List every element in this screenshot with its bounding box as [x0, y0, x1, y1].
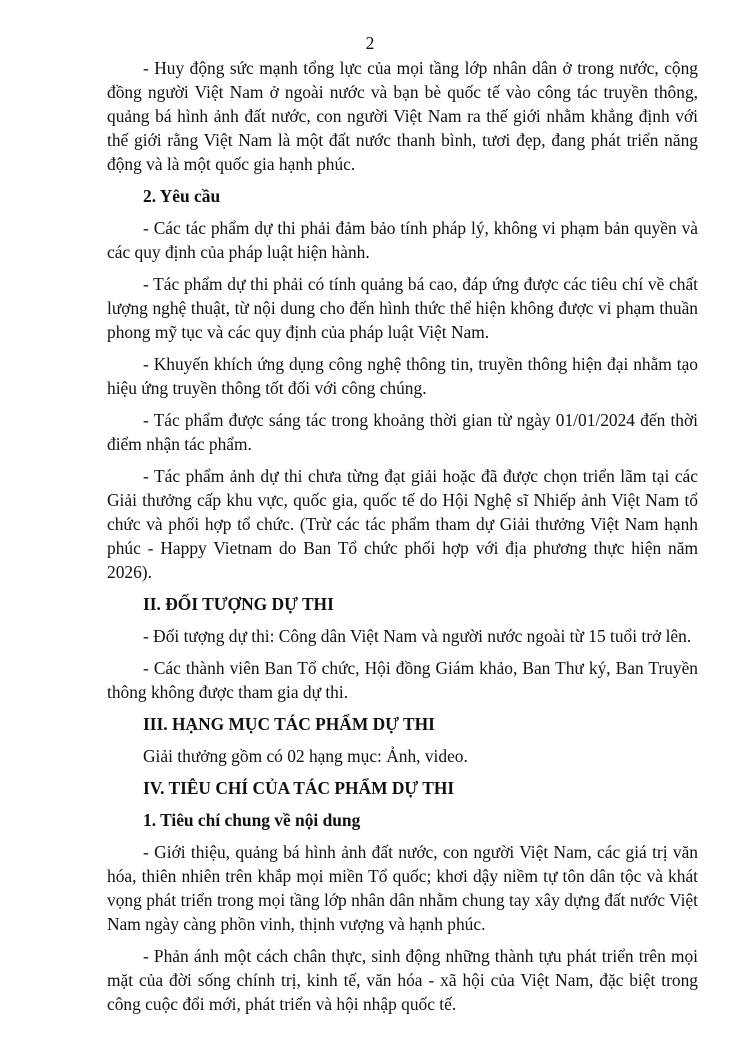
document-body [107, 56, 698, 1024]
paragraph-introduce: - Giới thiệu, quảng bá hình ảnh đất nước, con người Việt Nam, các giá trị văn hóa, thiên nhiên trên khắp mọi miền Tổ quốc; khơi dậy niềm tự tôn dân tộc và khát vọng phát triển trong mọi tầng lớp nhân dân nhằm chung tay xây dựng đất nước Việt Nam ngày càng phồn vinh, thịnh vượng và hạnh phúc. [107, 842, 698, 934]
heading-requirements: 2. Yêu cầu [143, 186, 221, 206]
paragraph-categories: Giải thưởng gồm có 02 hạng mục: Ảnh, video. [143, 746, 468, 766]
heading-categories: III. HẠNG MỤC TÁC PHẨM DỰ THI [143, 714, 435, 734]
paragraph-excluded: - Các thành viên Ban Tổ chức, Hội đồng Giám khảo, Ban Thư ký, Ban Truyền thông không được tham gia dự thi. [107, 658, 698, 702]
paragraph-participants: - Đối tượng dự thi: Công dân Việt Nam và người nước ngoài từ 15 tuổi trở lên. [143, 626, 692, 646]
paragraph-eligibility-photos: - Tác phẩm ảnh dự thi chưa từng đạt giải hoặc đã được chọn triển lãm tại các Giải thưởng cấp khu vực, quốc gia, quốc tế do Hội Nghệ sĩ Nhiếp ảnh Việt Nam tổ chức và phối hợp tổ chức. (Trừ các tác phẩm tham dự Giải thưởng Việt Nam hạnh phúc - Happy Vietnam do Ban Tổ chức phối hợp với địa phương thực hiện năm 2026). [107, 466, 698, 582]
paragraph-mobilize: - Huy động sức mạnh tổng lực của mọi tầng lớp nhân dân ở trong nước, cộng đồng người Việt Nam ở ngoài nước và bạn bè quốc tế vào công tác truyền thông, quảng bá hình ảnh đất nước, con người Việt Nam ra thế giới nhằm khẳng định với thế giới rằng Việt Nam là một đất nước thanh bình, tươi đẹp, đang phát triển năng động và là một quốc gia hạnh phúc. [107, 58, 698, 174]
paragraph-legal: - Các tác phẩm dự thi phải đảm bảo tính pháp lý, không vi phạm bản quyền và các quy định của pháp luật hiện hành. [107, 218, 698, 262]
heading-criteria: IV. TIÊU CHÍ CỦA TÁC PHẨM DỰ THI [143, 778, 455, 798]
page-number: 2 [365, 33, 375, 53]
paragraph-technology: - Khuyến khích ứng dụng công nghệ thông tin, truyền thông hiện đại nhằm tạo hiệu ứng truyền thông tốt đối với công chúng. [107, 354, 698, 398]
heading-general-criteria: 1. Tiêu chí chung về nội dung [143, 810, 361, 830]
paragraph-promotion: - Tác phẩm dự thi phải có tính quảng bá cao, đáp ứng được các tiêu chí về chất lượng nghệ thuật, từ nội dung cho đến hình thức thể hiện không được vi phạm thuần phong mỹ tục và các quy định của pháp luật Việt Nam. [107, 274, 698, 342]
paragraph-reflect: - Phản ánh một cách chân thực, sinh động những thành tựu phát triển trên mọi mặt của đời sống chính trị, kinh tế, văn hóa - xã hội của Việt Nam, đặc biệt trong công cuộc đổi mới, phát triển và hội nhập quốc tế. [107, 946, 698, 1014]
paragraph-timeframe: - Tác phẩm được sáng tác trong khoảng thời gian từ ngày 01/01/2024 đến thời điểm nhận tác phẩm. [107, 410, 698, 454]
heading-participants: II. ĐỐI TƯỢNG DỰ THI [143, 594, 334, 614]
